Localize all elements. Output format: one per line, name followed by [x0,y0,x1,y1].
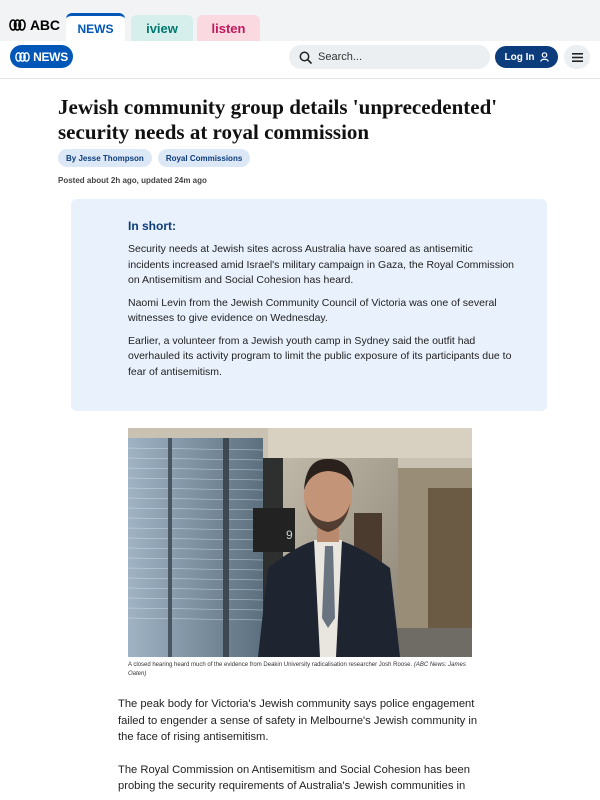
article-photo [128,428,472,657]
photo-caption [128,661,476,679]
user-icon [540,52,549,62]
door-number-text: 9 [286,528,293,542]
abc-logo-icon [15,52,30,62]
article-tags [58,149,250,167]
abc-brand-label: ABC [30,17,60,33]
hamburger-menu-icon [572,53,583,62]
topic-chip[interactable]: Royal Commissions [158,149,250,167]
caption-text: A closed hearing heard much of the evidence from Deakin University radicalisation researcher Josh Roose. [128,662,413,668]
article-body [118,696,488,800]
body-paragraph: The Royal Commission on Antisemitism and Social Cohesion has been probing the security requirements of Australia's Jewish communities in [118,763,470,792]
login-label: Log In [504,51,535,63]
search-icon [299,51,312,64]
tab-news[interactable]: NEWS [66,13,125,41]
body-paragraph: The peak body for Victoria's Jewish community says police engagement failed to engender a sense of safety in Melbourne's Jewish community in the face of rising antisemitism. [118,698,478,743]
news-logo-label: NEWS [33,49,68,64]
tab-iview[interactable]: iview [131,15,193,41]
search-box[interactable] [289,45,490,69]
abc-logo-icon [9,19,26,31]
login-button[interactable] [495,46,558,68]
posted-timestamp: Posted about 2h ago, updated 24m ago [58,176,207,185]
in-short-heading: In short: [128,219,176,233]
network-bar [0,0,600,41]
in-short-paragraph: Naomi Levin from the Jewish Community Council of Victoria was one of several witnesses to give evidence on Wednesday. [128,296,497,324]
site-header [0,41,600,79]
abc-brand-link[interactable] [9,17,60,33]
author-chip[interactable]: By Jesse Thompson [58,149,152,167]
in-short-box [71,199,547,411]
in-short-paragraph: Security needs at Jewish sites across Australia have soared as antisemitic incidents increased amid Israel's military campaign in Gaza, the Royal Commission on Antisemitism and Social Cohesion has heard. [128,243,514,286]
abc-news-logo[interactable] [10,45,73,68]
tab-listen[interactable]: listen [197,15,260,41]
in-short-paragraph: Earlier, a volunteer from a Jewish youth camp in Sydney said the outfit had overhauled its activity program to limit the public exposure of its participants due to fear of antisemitism. [128,334,512,378]
menu-button[interactable] [564,45,590,69]
search-input[interactable] [318,51,478,63]
caption-credit: (ABC News: James Oaten) [128,662,466,677]
article-headline: Jewish community group details 'unprecedented' security needs at royal commission [58,95,498,144]
